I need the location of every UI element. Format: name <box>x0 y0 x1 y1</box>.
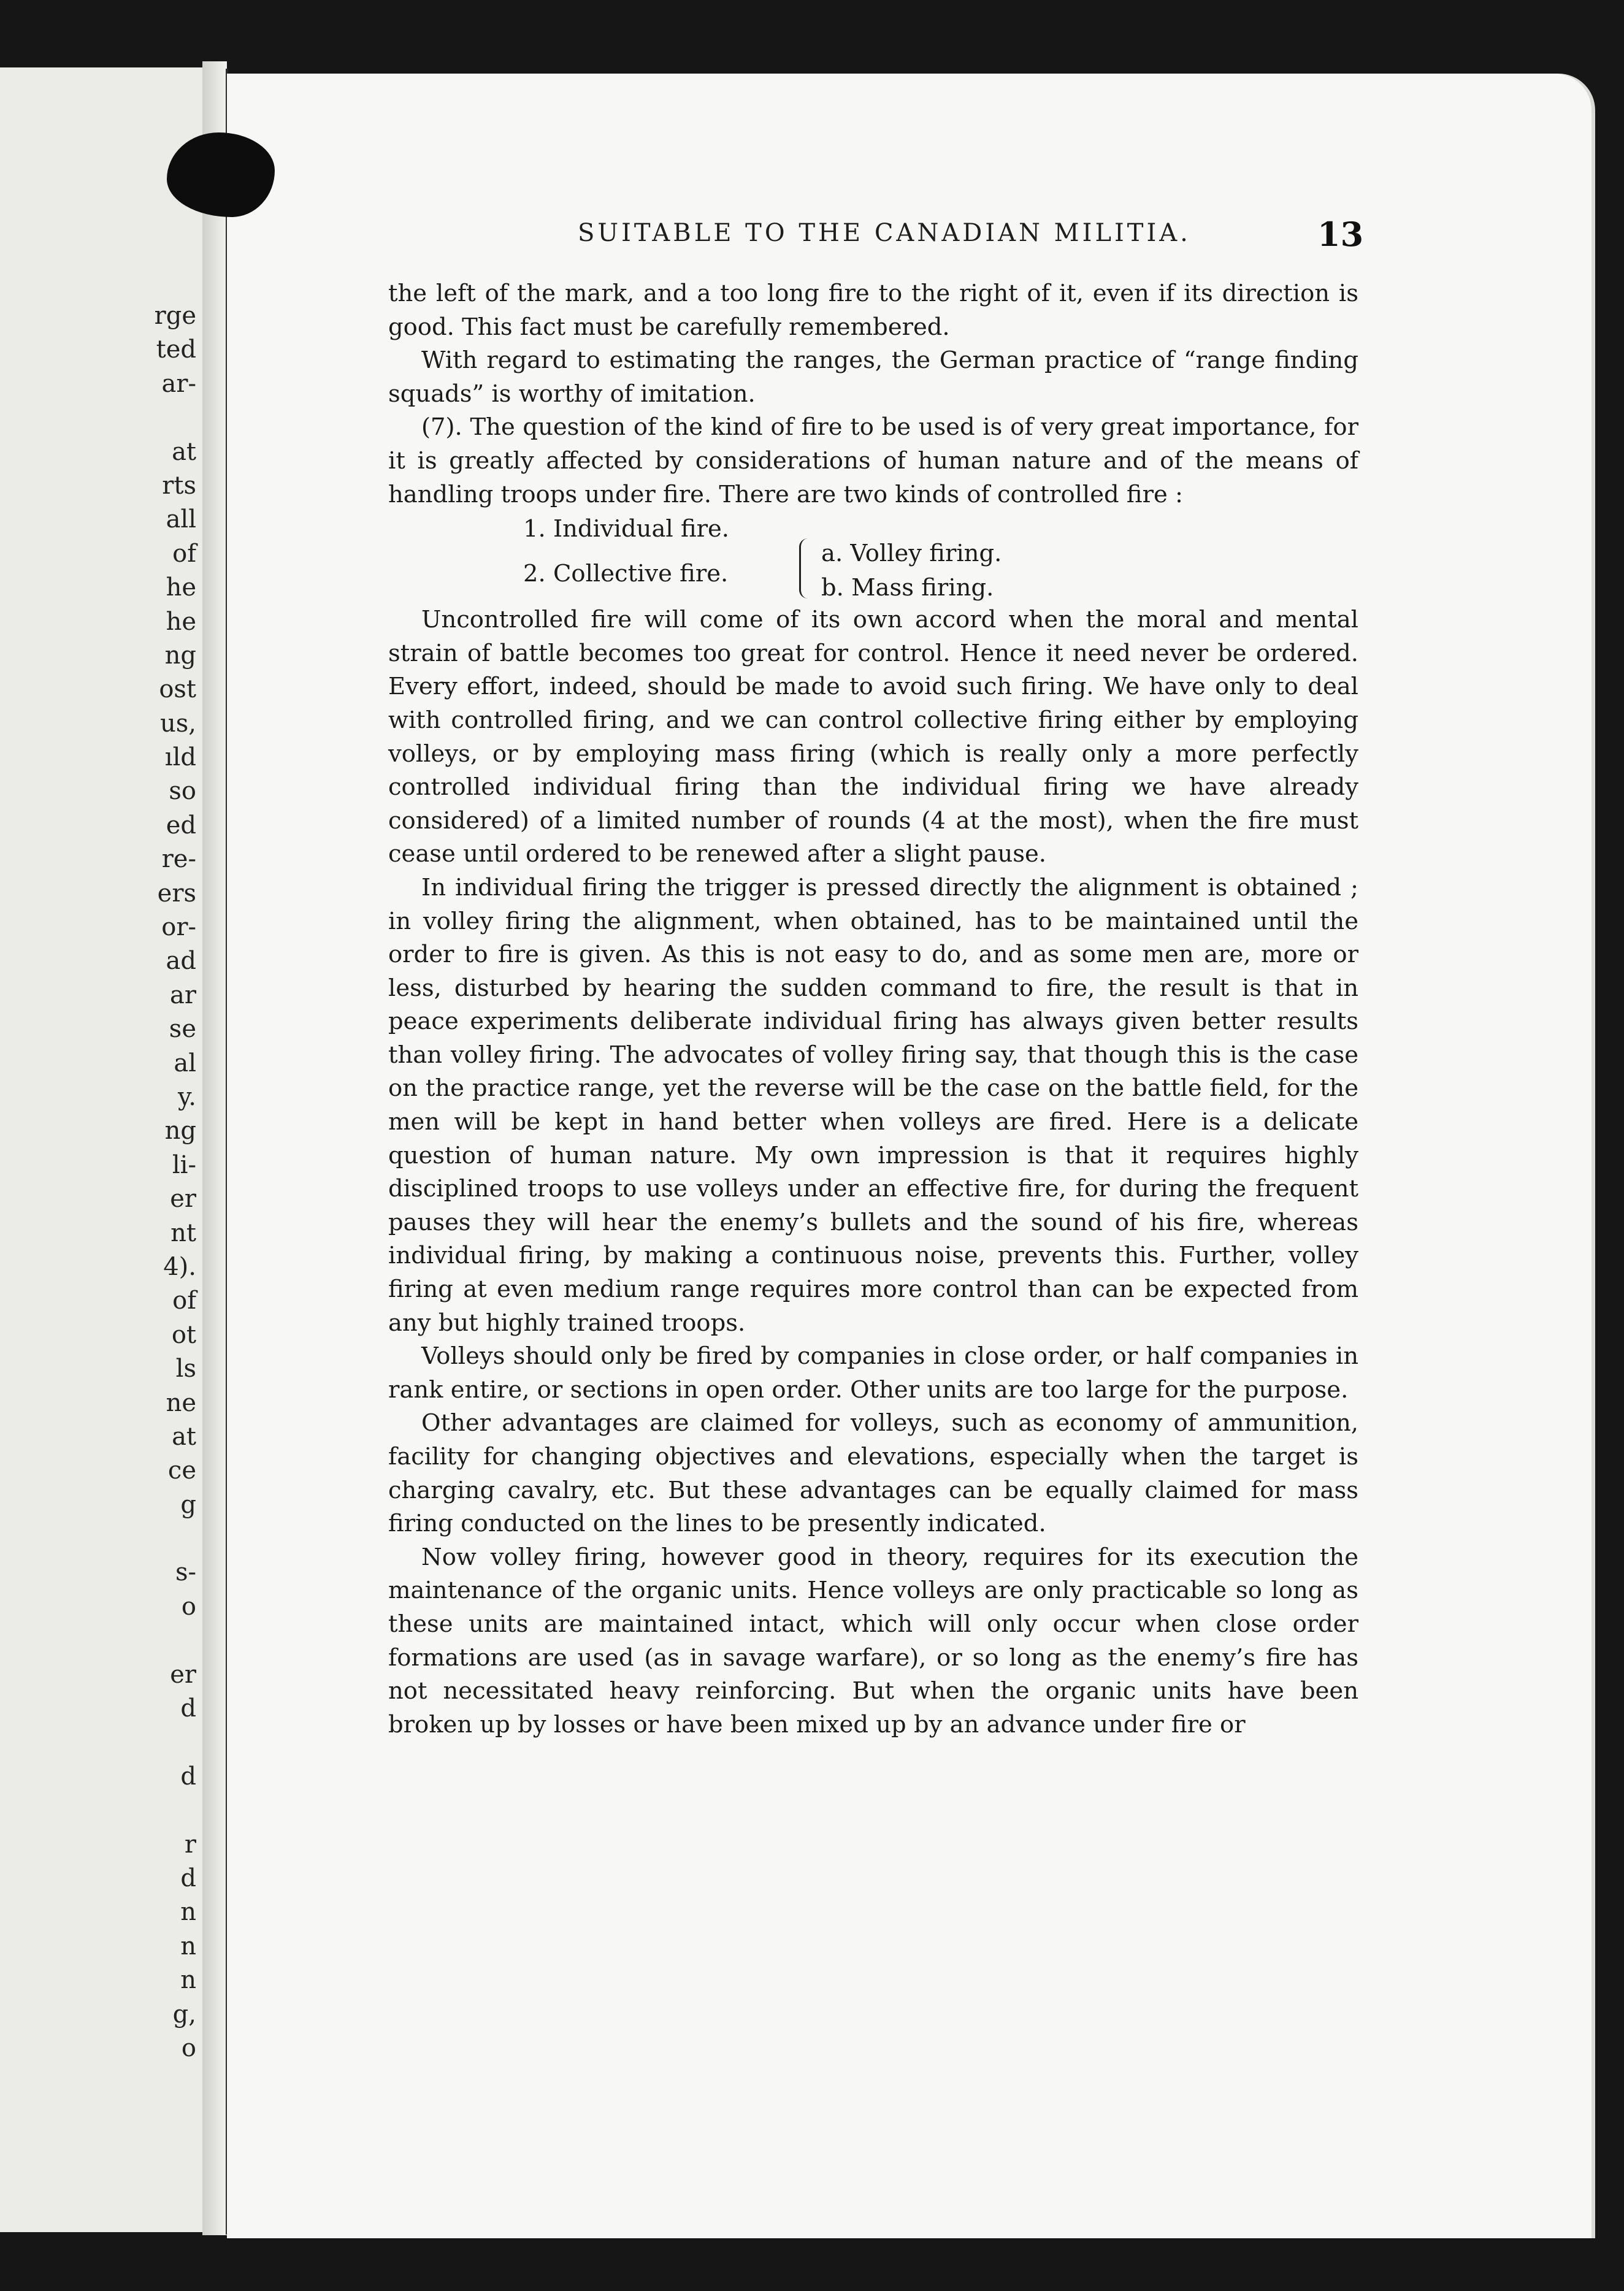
left-fragment: ng <box>164 641 196 670</box>
left-fragment: o <box>181 2033 196 2062</box>
left-fragment: he <box>166 573 196 602</box>
paragraph: Uncontrolled fire will come of its own accord when the moral and mental strain of battle becomes too great for control. Hence it need never be ordered. Every effort, indeed, should be made to avoid such firing. We have only to deal with controlled firing, and we can control collective firing either by employing volleys, or by employing mass firing (which is really only a more perfectly controlled individual firing than the individual firing we have already considered) of a limited number of rounds (4 at the most), when the fire must cease until ordered to be renewed after a slight pause. <box>388 606 1358 868</box>
page-number: 13 <box>1317 215 1364 254</box>
left-fragment: ted <box>156 335 196 364</box>
paragraph: Now volley firing, however good in theory, requires for its execution the maintenance of the organic units. Hence volleys are only practicable so long as these units are maintained intact, which will only occur when close order formations are used (as in savage warfare), or so long as the enemy’s fire has not necessitated heavy reinforcing. But when the organic units have been broken up by losses or have been mixed up by an advance under fire or <box>388 1543 1358 1738</box>
left-fragment: y. <box>178 1082 196 1111</box>
left-fragment: s- <box>175 1558 196 1587</box>
left-fragment: ost <box>159 675 196 704</box>
left-fragment <box>155 1522 196 1556</box>
left-fragment: 4). <box>163 1252 196 1281</box>
left-fragment: at <box>172 437 196 466</box>
book-gutter <box>202 61 227 2235</box>
left-fragment: n <box>180 1932 196 1960</box>
left-fragment <box>155 1624 196 1658</box>
left-fragment: se <box>169 1015 196 1044</box>
left-fragment: re- <box>161 845 196 874</box>
left-fragment: ls <box>175 1355 196 1383</box>
left-fragment: of <box>172 539 196 568</box>
paragraph: Volleys should only be fired by companies in close order, or half companies in rank entire, or sections in open order. Other units are too large for the purpose. <box>388 1342 1358 1404</box>
left-fragment: d <box>180 1864 196 1892</box>
left-fragment: al <box>174 1049 196 1077</box>
left-fragment: us, <box>159 709 196 738</box>
left-fragment <box>155 1726 196 1759</box>
left-fragment: er <box>170 1660 196 1689</box>
left-fragment: of <box>172 1287 196 1315</box>
left-page-text-fragments <box>155 299 196 2065</box>
left-fragment: o <box>181 1592 196 1621</box>
left-fragment: he <box>166 607 196 636</box>
left-fragment <box>155 1794 196 1827</box>
list-item: 1. Individual fire. <box>523 515 730 543</box>
left-fragment: rts <box>162 471 196 500</box>
sub-list-item: b. Mass firing. <box>821 574 994 602</box>
left-fragment: so <box>169 777 196 806</box>
left-fragment: ers <box>157 879 196 908</box>
left-fragment: rge <box>154 302 196 330</box>
left-fragment: er <box>170 1185 196 1214</box>
fire-kinds-list <box>388 511 1358 603</box>
left-fragment: d <box>180 1694 196 1723</box>
brace <box>799 538 810 599</box>
left-fragment: at <box>172 1422 196 1451</box>
sub-list-item: a. Volley firing. <box>821 540 1002 568</box>
left-page-edge <box>0 67 202 2232</box>
left-fragment: ar- <box>161 369 196 398</box>
left-fragment: n <box>180 1898 196 1927</box>
list-item: 2. Collective fire. <box>523 560 729 588</box>
left-fragment: or- <box>161 913 196 942</box>
left-fragment: all <box>166 505 196 534</box>
left-fragment: ad <box>166 947 196 976</box>
left-fragment: ot <box>171 1320 196 1349</box>
left-fragment: g <box>180 1490 196 1519</box>
ink-blot <box>167 132 275 217</box>
left-fragment: ıld <box>164 743 196 772</box>
left-fragment <box>155 401 196 435</box>
left-fragment: ng <box>164 1117 196 1146</box>
paragraph: the left of the mark, and a too long fire to the right of it, even if its direction is good. This fact must be carefully remembered. <box>388 280 1358 341</box>
paragraph: With regard to estimating the ranges, the German practice of “range finding squads” is worthy of imitation. <box>388 346 1358 408</box>
paragraph: (7). The question of the kind of fire to be used is of very great importance, for it is greatly affected by considerations of human nature and of the means of handling troops under fire. There are two kinds of controlled fire : <box>388 413 1358 508</box>
paragraph: In individual firing the trigger is pressed directly the alignment is obtained ; in volley firing the alignment, when obtained, has to be maintained until the order to fire is given. As this is not easy to do, and as some men are, more or less, disturbed by hearing the sudden command to fire, the result is that in peace experiments deliberate individual firing has always given better results than volley firing. The advocates of volley firing say, that though this is the case on the practice range, yet the reverse will be the case on the battle field, for the men will be kept in hand better when volleys are fired. Here is a delicate question of human nature. My own impression is that it requires highly disciplined troops to use volleys under an effective fire, for during the frequent pauses they will hear the enemy’s bullets and the sound of his fire, whereas individual firing, by making a continuous noise, prevents this. Further, volley firing at even medium range requires more control than can be expected from any but highly trained troops. <box>388 873 1358 1337</box>
left-fragment: g, <box>172 2000 196 2029</box>
left-fragment: ar <box>170 981 196 1009</box>
left-fragment: d <box>180 1762 196 1791</box>
left-fragment: ed <box>166 811 196 840</box>
body-text <box>388 277 1358 1742</box>
left-fragment: ne <box>166 1388 196 1417</box>
left-fragment: r <box>184 1830 196 1859</box>
running-head: SUITABLE TO THE CANADIAN MILITIA. <box>578 219 1191 247</box>
left-fragment: ce <box>167 1456 196 1485</box>
left-fragment: li- <box>172 1150 196 1179</box>
left-fragment: nt <box>170 1218 196 1247</box>
paragraph: Other advantages are claimed for volleys, such as economy of ammunition, facility for changing objectives and elevations, especially when the target is charging cavalry, etc. But these advantages can be equally claimed for mass firing conducted on the lines to be presently indicated. <box>388 1409 1358 1538</box>
left-fragment: n <box>180 1966 196 1995</box>
